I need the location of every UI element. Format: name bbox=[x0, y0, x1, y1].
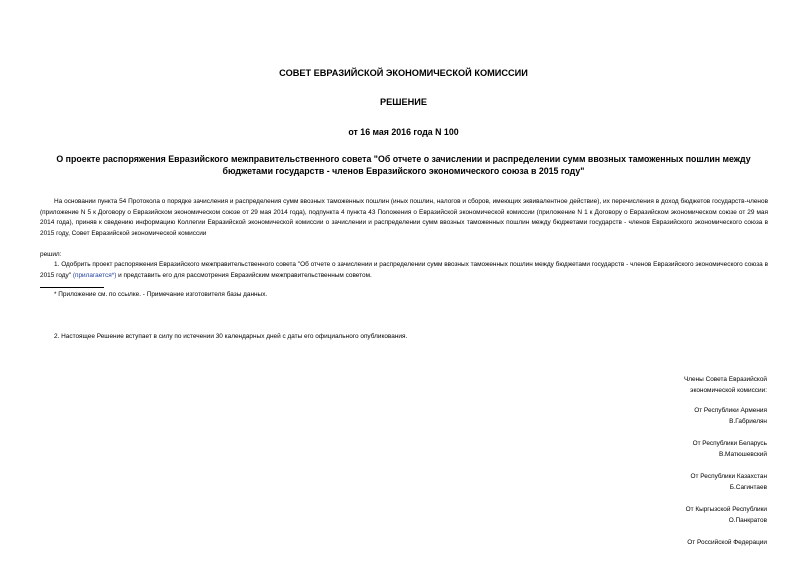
signatures-heading bbox=[684, 374, 767, 396]
attachment-link[interactable]: (прилагается*) bbox=[72, 271, 117, 279]
signer-name: В.Габриелян bbox=[729, 418, 767, 425]
signer-country: От Республики Казахстан bbox=[690, 473, 767, 480]
decision-item-2: 2. Настоящее Решение вступает в силу по истечении 30 календарных дней с даты его официального опубликования. bbox=[54, 333, 408, 340]
signer-country: От Республики Армения bbox=[694, 407, 767, 414]
item1-text-start: 1. Одобрить проект распоряжения Евразийского межправительственного совета "Об отчете о зачислении и распределении сумм ввозных таможенных пошлин между бюджетами государств - членов Евразийского экономического союза в 2015 году" bbox=[40, 261, 768, 279]
document-title: О проекте распоряжения Евразийского межправительственного совета "Об отчете о зачислении и распределении сумм ввозных таможенных пошлин между бюджетами государств - членов Евразийского экономического союза в 2015 году" bbox=[56, 154, 751, 176]
organization-heading: СОВЕТ ЕВРАЗИЙСКОЙ ЭКОНОМИЧЕСКОЙ КОМИССИИ bbox=[279, 68, 528, 78]
signer-country: От Кыргызской Республики bbox=[685, 506, 767, 513]
signer-armenia bbox=[684, 405, 767, 427]
item1-text-end: и представить его для рассмотрения Евразийским межправительственным советом. bbox=[116, 271, 372, 279]
signer-name: О.Панкратов bbox=[728, 517, 767, 524]
footnote: * Приложение см. по ссылке. - Примечание изготовителя базы данных. bbox=[54, 291, 268, 298]
signer-kyrgyzstan bbox=[684, 504, 767, 526]
document-kind-heading: РЕШЕНИЕ bbox=[380, 97, 427, 107]
signer-name: В.Матюшевский bbox=[718, 451, 767, 458]
signer-name: Б.Сагинтаев bbox=[729, 484, 767, 491]
date-number-heading: от 16 мая 2016 года N 100 bbox=[348, 127, 459, 137]
signer-kazakhstan bbox=[684, 471, 767, 493]
signer-belarus bbox=[684, 438, 767, 460]
signer-russia bbox=[684, 537, 767, 548]
signer-country: От Российской Федерации bbox=[687, 539, 767, 546]
signer-country: От Республики Беларусь bbox=[692, 440, 767, 447]
signatures-heading-line1: Члены Совета Евразийской bbox=[683, 376, 767, 383]
preamble-paragraph: На основании пункта 54 Протокола о порядке зачисления и распределения сумм ввозных таможенных пошлин (иных пошлин, налогов и сборов, имеющих эквивалентное действие), их перечисления в доход бюджетов государств-членов (приложение N 5 к Договору о Евразийском экономическом союзе от 29 мая 2014 года), подпункта 4 пункта 43 Положения о Евразийской экономической комиссии (приложение N 1 к Договору о Евразийском экономическом союзе от 29 мая 2014 года), приняв к сведению информацию Коллегии Евразийской экономической комиссии о зачислении и распределении сумм ввозных таможенных пошлин между бюджетами государств - членов Евразийского экономического союза в 2015 году, Совет Евразийской экономической комиссии bbox=[40, 198, 768, 238]
decided-label: решил: bbox=[40, 251, 62, 258]
decision-item-1 bbox=[40, 260, 768, 281]
signatures-heading-line2: экономической комиссии: bbox=[690, 387, 767, 394]
signatures-block bbox=[684, 374, 767, 559]
footnote-divider bbox=[40, 287, 104, 288]
